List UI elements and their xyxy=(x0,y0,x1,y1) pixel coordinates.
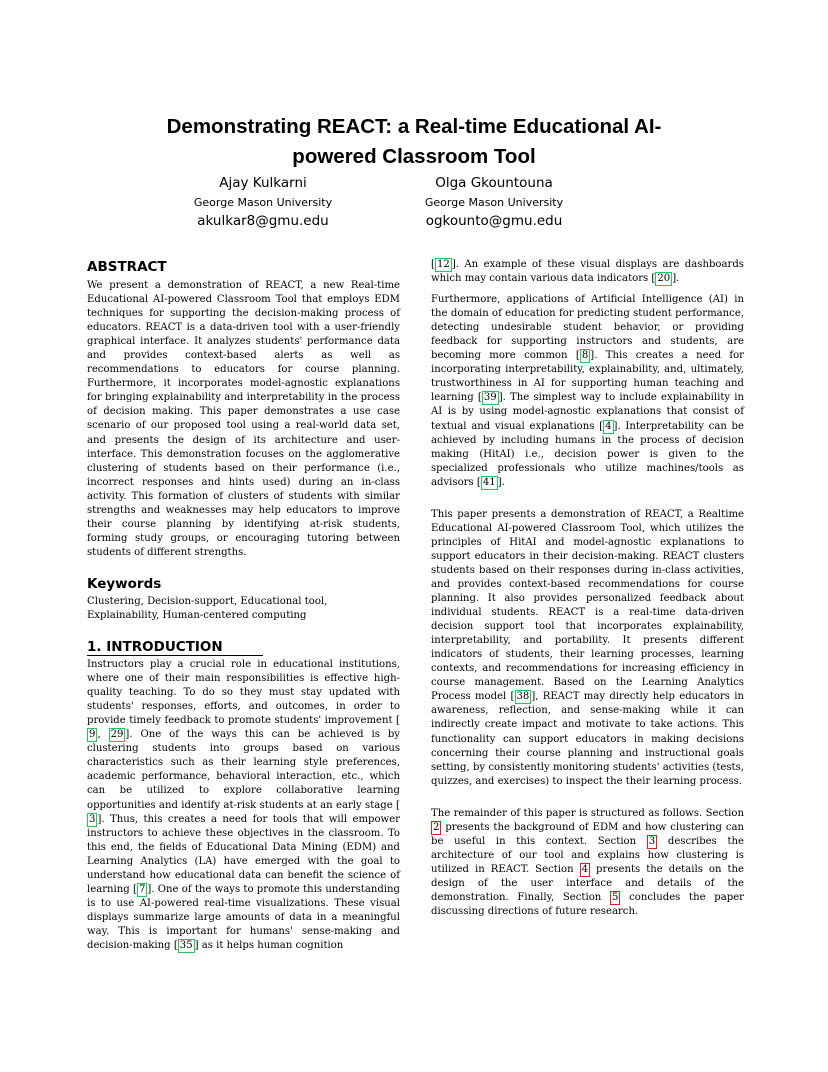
body-text: ]. xyxy=(497,476,505,488)
body-text: ]. Interpretability can be achieved by including humans in the process of decision making (HitAI) i.e., decision power is given to the specialized professionals who utilize machines/tools as advisors [ xyxy=(431,420,744,488)
author-name: Olga Gkountouna xyxy=(435,175,553,191)
left-column xyxy=(87,258,400,953)
author-affiliation: George Mason University xyxy=(424,196,564,209)
citation-link[interactable]: 29 xyxy=(110,729,124,741)
body-text: presents the details on the design of the user interface and details of the demonstration. Finally, Section xyxy=(431,863,744,903)
body-text: concludes the paper discussing directions of future research. xyxy=(431,891,745,918)
abstract-heading: ABSTRACT xyxy=(87,259,167,275)
right-paragraph-3 xyxy=(431,508,744,789)
section-link[interactable]: 2 xyxy=(433,821,440,833)
intro-text: ]. One of the ways to promote this understanding is to use AI-powered real-time visualizations. These visual displays summarize large amounts of data in a meaningful way. This is important for humans' sense-making and decision-making [ xyxy=(87,883,400,951)
body-text: ]. This creates a need for incorporating interpretability, explainability, and, ultimately, trustworthiness in AI for supporting human teaching and learning [ xyxy=(431,350,745,404)
citation-link[interactable]: 20 xyxy=(657,273,671,285)
right-paragraph-2 xyxy=(431,293,744,490)
citation-link[interactable]: 12 xyxy=(436,259,450,270)
section-link[interactable]: 3 xyxy=(648,835,656,847)
body-text: presents the background of EDM and how clustering can be useful in this context. Section xyxy=(431,821,744,847)
author-email: ogkounto@gmu.edu xyxy=(425,213,563,229)
section-link[interactable]: 5 xyxy=(612,891,619,903)
body-text: The remainder of this paper is structured as follows. Section xyxy=(431,807,744,819)
right-paragraph-4 xyxy=(431,807,744,919)
citation-link[interactable]: 38 xyxy=(516,691,530,703)
intro-text: ]. One of the ways this can be achieved is by clustering students into groups based on various characteristics such as their learning style preferences, academic performance, behavioral interaction, etc., which can be utilized to explore collaborative learning opportunities and identify at-risk students at an early stage [ xyxy=(87,729,400,811)
body-text: [ xyxy=(431,259,435,270)
citation-link[interactable]: 8 xyxy=(581,350,589,362)
abstract-text: We present a demonstration of REACT, a new Real-time Educational AI-powered Classroom Tool that employs EDM techniques for supporting the decision-making process of educators. REACT is a data-driven tool with a user-friendly graphical interface. It analyzes students' performance data and provides context-based alerts as well as recommendations to educators for course planning. Furthermore, it incorporates model-agnostic explanations for bringing explainability and interpretability in the process of decision making. This paper demonstrates a use case scenario of our proposed tool using a real-world data set, and presents the design of its architecture and user-interface. This demonstration focuses on the agglomerative clustering of students based on their performance (i.e., incorrect responses and hints used) during an in-class activity. This formation of clusters of students with similar strengths and weaknesses may help educators to improve their course planning by identifying at-risk students, forming study groups, or encouraging tutoring between students of different strengths. xyxy=(87,280,400,558)
author-block-2 xyxy=(413,174,575,231)
citation-link[interactable]: 4 xyxy=(605,420,612,432)
intro-text: ] as it helps human cognition xyxy=(194,939,344,951)
body-text: describes the architecture of our tool and explains how clustering is utilized in REACT. Section xyxy=(431,835,744,875)
body-text: ]. xyxy=(672,273,680,285)
citation-link[interactable]: 39 xyxy=(483,392,497,404)
intro-paragraph xyxy=(87,658,400,953)
right-column xyxy=(431,258,744,919)
intro-text: ]. Thus, this creates a need for tools that will empower instructors to achieve these objectives in the classroom. To this end, the fields of Educational Data Mining (EDM) and Learning Analytics (LA) have emerged with the goal to understand how educational data can benefit the science of learning [ xyxy=(87,813,400,895)
keywords-text: Clustering, Decision-support, Educational tool, Explainability, Human-centered computing xyxy=(87,595,328,621)
section-link[interactable]: 4 xyxy=(581,863,589,875)
title-line-2: powered Classroom Tool xyxy=(292,145,536,168)
citation-link[interactable]: 41 xyxy=(482,476,496,488)
body-text: This paper presents a demonstration of REACT, a Realtime Educational AI-powered Classroom Tool, which utilizes the principles of HitAI and model-agnostic explanations to support educators in their decision-making. REACT clusters students based on their responses during in-class activities, and provides context-based recommendations for course planning. It also provides personalized feedback about individual students. REACT is a real-time data-driven decision support tool that incorporates explainability, interpretability, and portability. It presents different indicators of students, their learning processes, learning contexts, and recommendations for increasing efficiency in course management. Based on the Learning Analytics Process model [ xyxy=(431,508,744,703)
right-paragraph-1 xyxy=(431,258,744,286)
author-name: Ajay Kulkarni xyxy=(219,175,307,191)
body-text: ]. An example of these visual displays are dashboards which may contain various data indicators [ xyxy=(431,259,744,285)
author-email: akulkar8@gmu.edu xyxy=(197,213,329,229)
introduction-heading: 1. INTRODUCTION xyxy=(87,640,263,656)
keywords-heading: Keywords xyxy=(87,575,162,592)
author-affiliation: George Mason University xyxy=(193,196,333,209)
intro-text: Instructors play a crucial role in educational institutions, where one of their main responsibilities is effective high-quality teaching. To do so they must stay updated with students' responses, eﬀorts, and outcomes, in order to provide timely feedback to promote students' improvement [ xyxy=(87,659,400,727)
body-text: Furthermore, applications of Artificial Intelligence (AI) in the domain of education for predicting student performance, detecting undesirable student behavior, or providing feedback for supporting instructors and students, are becoming more common [ xyxy=(431,294,744,362)
intro-text: , xyxy=(97,729,109,741)
citation-link[interactable]: 3 xyxy=(89,813,96,825)
citation-link[interactable]: 9 xyxy=(89,729,96,741)
body-text: ]. The simplest way to include explainability in AI is by using model-agnostic explanations that consist of textual and visual explanations [ xyxy=(431,392,744,432)
title-line-1: Demonstrating REACT: a Real-time Educational AI- xyxy=(166,115,662,138)
paper-title xyxy=(120,112,708,172)
citation-link[interactable]: 35 xyxy=(179,939,193,951)
body-text: ], REACT may directly help educators in awareness, reflection, and sense-making while it can indirectly create impact and motivate to take actions. This functionality can support educators in making decisions concerning their course planning and instructional goals setting, by consistently monitoring students' activities (tests, quizzes, and exercises) to inspect the their learning process. xyxy=(431,691,744,787)
citation-link[interactable]: 7 xyxy=(138,883,146,895)
author-block-1 xyxy=(185,174,341,231)
